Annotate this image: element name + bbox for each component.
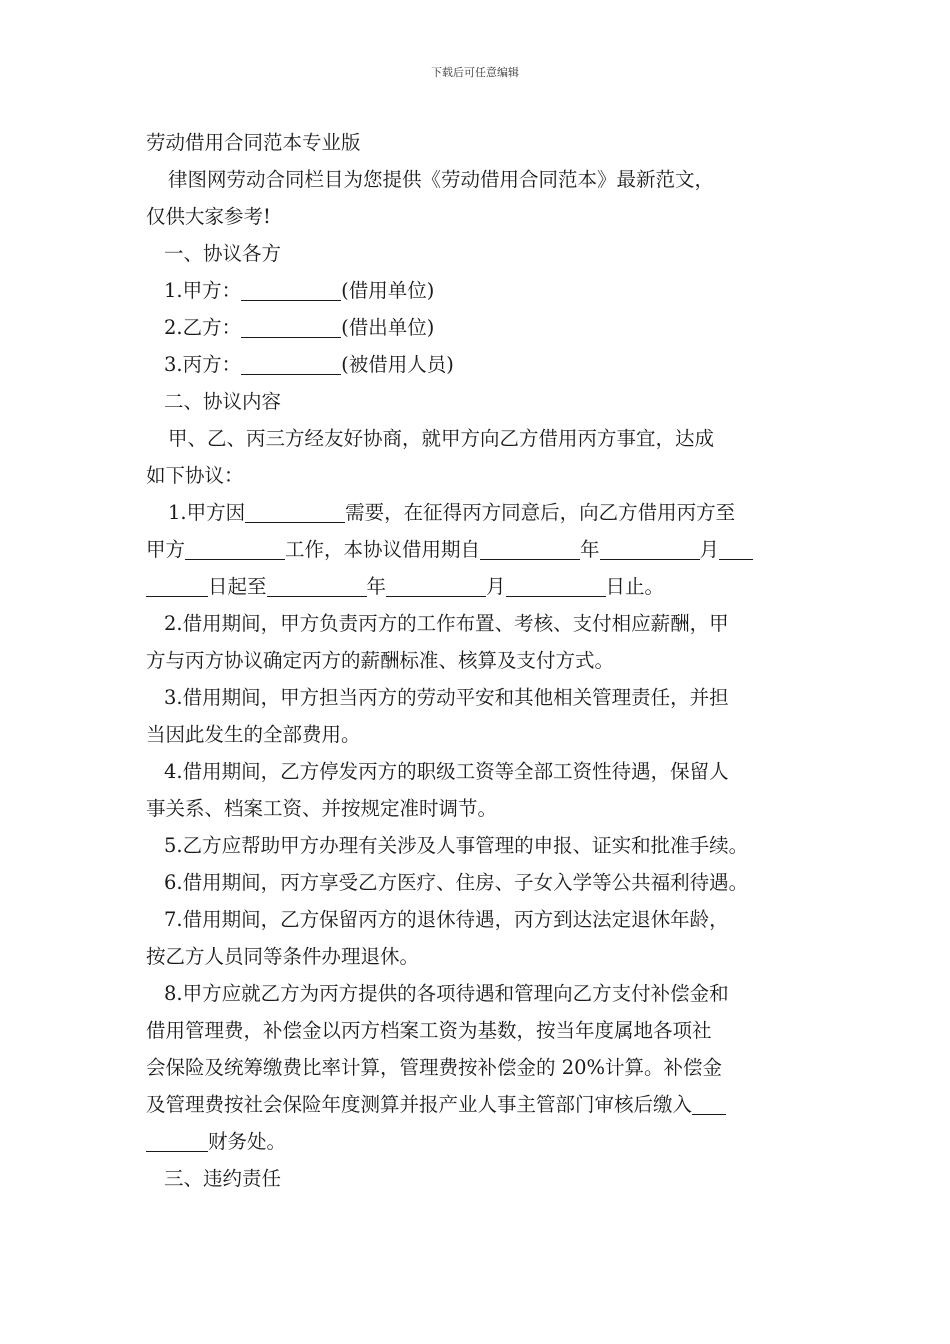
party-bing bbox=[146, 346, 814, 383]
clause-8-line-2: 借用管理费，补偿金以丙方档案工资为基数，按当年度属地各项社 bbox=[146, 1019, 712, 1042]
party-label: 3.丙方： bbox=[164, 353, 242, 376]
clause-3-line-1: 3.借用期间，甲方担当丙方的劳动平安和其他相关管理责任，并担 bbox=[164, 686, 729, 709]
blank-field[interactable] bbox=[245, 500, 345, 523]
clause-text: 工作，本协议借用期自 bbox=[285, 538, 481, 561]
party-role: (借出单位) bbox=[341, 316, 435, 339]
party-jia bbox=[146, 272, 814, 309]
clause-6: 6.借用期间，丙方享受乙方医疗、住房、子女入学等公共福利待遇。 bbox=[164, 871, 749, 894]
agree-line-1: 甲、乙、丙三方经友好协商，就甲方向乙方借用丙方事宜，达成 bbox=[168, 427, 715, 450]
clause-text: 月 bbox=[486, 575, 506, 598]
clause-text: 甲方 bbox=[146, 538, 186, 561]
clause-text: 及管理费按社会保险年度测算并报产业人事主管部门审核后缴入 bbox=[146, 1093, 693, 1116]
clause-text: 日起至 bbox=[208, 575, 267, 598]
clause-1-line-3 bbox=[146, 568, 814, 605]
section-3-heading: 三、违约责任 bbox=[164, 1167, 282, 1190]
clause-text: 日止。 bbox=[605, 575, 665, 598]
clause-text: 需要，在征得丙方同意后，向乙方借用丙方至 bbox=[345, 501, 736, 524]
clause-1-line-2 bbox=[146, 531, 814, 568]
clause-8-line-4 bbox=[146, 1086, 814, 1123]
clause-text: 年 bbox=[366, 575, 387, 598]
party-yi bbox=[146, 309, 814, 346]
party-role: (被借用人员) bbox=[341, 353, 454, 376]
blank-field[interactable] bbox=[692, 1092, 726, 1115]
blank-field[interactable] bbox=[241, 278, 341, 301]
intro-line-2: 仅供大家参考! bbox=[146, 205, 271, 228]
clause-7-line-2: 按乙方人员同等条件办理退休。 bbox=[146, 945, 420, 968]
clause-text: 财务处。 bbox=[208, 1130, 287, 1153]
blank-field[interactable] bbox=[267, 574, 367, 597]
blank-field[interactable] bbox=[241, 315, 341, 338]
blank-field[interactable] bbox=[480, 537, 580, 560]
page-header: 下载后可任意编辑 bbox=[431, 66, 519, 79]
clause-7-line-1: 7.借用期间，乙方保留丙方的退休待遇，丙方到达法定退休年龄， bbox=[164, 908, 729, 931]
clause-3-line-2: 当因此发生的全部费用。 bbox=[146, 723, 361, 746]
intro-line-1: 律图网劳动合同栏目为您提供《劳动借用合同范本》最新范文， bbox=[168, 168, 715, 191]
blank-field[interactable] bbox=[719, 537, 753, 560]
section-1-heading: 一、协议各方 bbox=[164, 242, 282, 265]
blank-field[interactable] bbox=[386, 574, 486, 597]
clause-2-line-2: 方与丙方协议确定丙方的薪酬标准、核算及支付方式。 bbox=[146, 649, 615, 672]
party-label: 2.乙方： bbox=[164, 316, 242, 339]
clause-8-line-5 bbox=[146, 1123, 814, 1160]
blank-field[interactable] bbox=[146, 574, 208, 597]
blank-field[interactable] bbox=[600, 537, 700, 560]
clause-text: 月 bbox=[699, 538, 720, 561]
clause-4-line-2: 事关系、档案工资、并按规定准时调节。 bbox=[146, 797, 498, 820]
clause-2-line-1: 2.借用期间，甲方负责丙方的工作布置、考核、支付相应薪酬，甲 bbox=[164, 612, 729, 635]
clause-text: 1.甲方因 bbox=[168, 501, 246, 524]
clause-8-line-3: 会保险及统筹缴费比率计算，管理费按补偿金的 20%计算。补偿金 bbox=[146, 1056, 723, 1079]
doc-title: 劳动借用合同范本专业版 bbox=[146, 131, 361, 154]
clause-text: 年 bbox=[580, 538, 600, 561]
blank-field[interactable] bbox=[185, 537, 285, 560]
agree-line-2: 如下协议： bbox=[146, 464, 244, 487]
blank-field[interactable] bbox=[241, 352, 341, 375]
party-role: (借用单位) bbox=[341, 279, 435, 302]
party-label: 1.甲方： bbox=[164, 279, 242, 302]
section-2-heading: 二、协议内容 bbox=[164, 390, 282, 413]
blank-field[interactable] bbox=[506, 574, 606, 597]
clause-4-line-1: 4.借用期间，乙方停发丙方的职级工资等全部工资性待遇，保留人 bbox=[164, 760, 729, 783]
clause-1-line-1 bbox=[146, 494, 814, 531]
document-body bbox=[146, 124, 814, 1197]
clause-5: 5.乙方应帮助甲方办理有关涉及人事管理的申报、证实和批准手续。 bbox=[164, 834, 749, 857]
blank-field[interactable] bbox=[146, 1129, 208, 1152]
clause-8-line-1: 8.甲方应就乙方为丙方提供的各项待遇和管理向乙方支付补偿金和 bbox=[164, 982, 729, 1005]
